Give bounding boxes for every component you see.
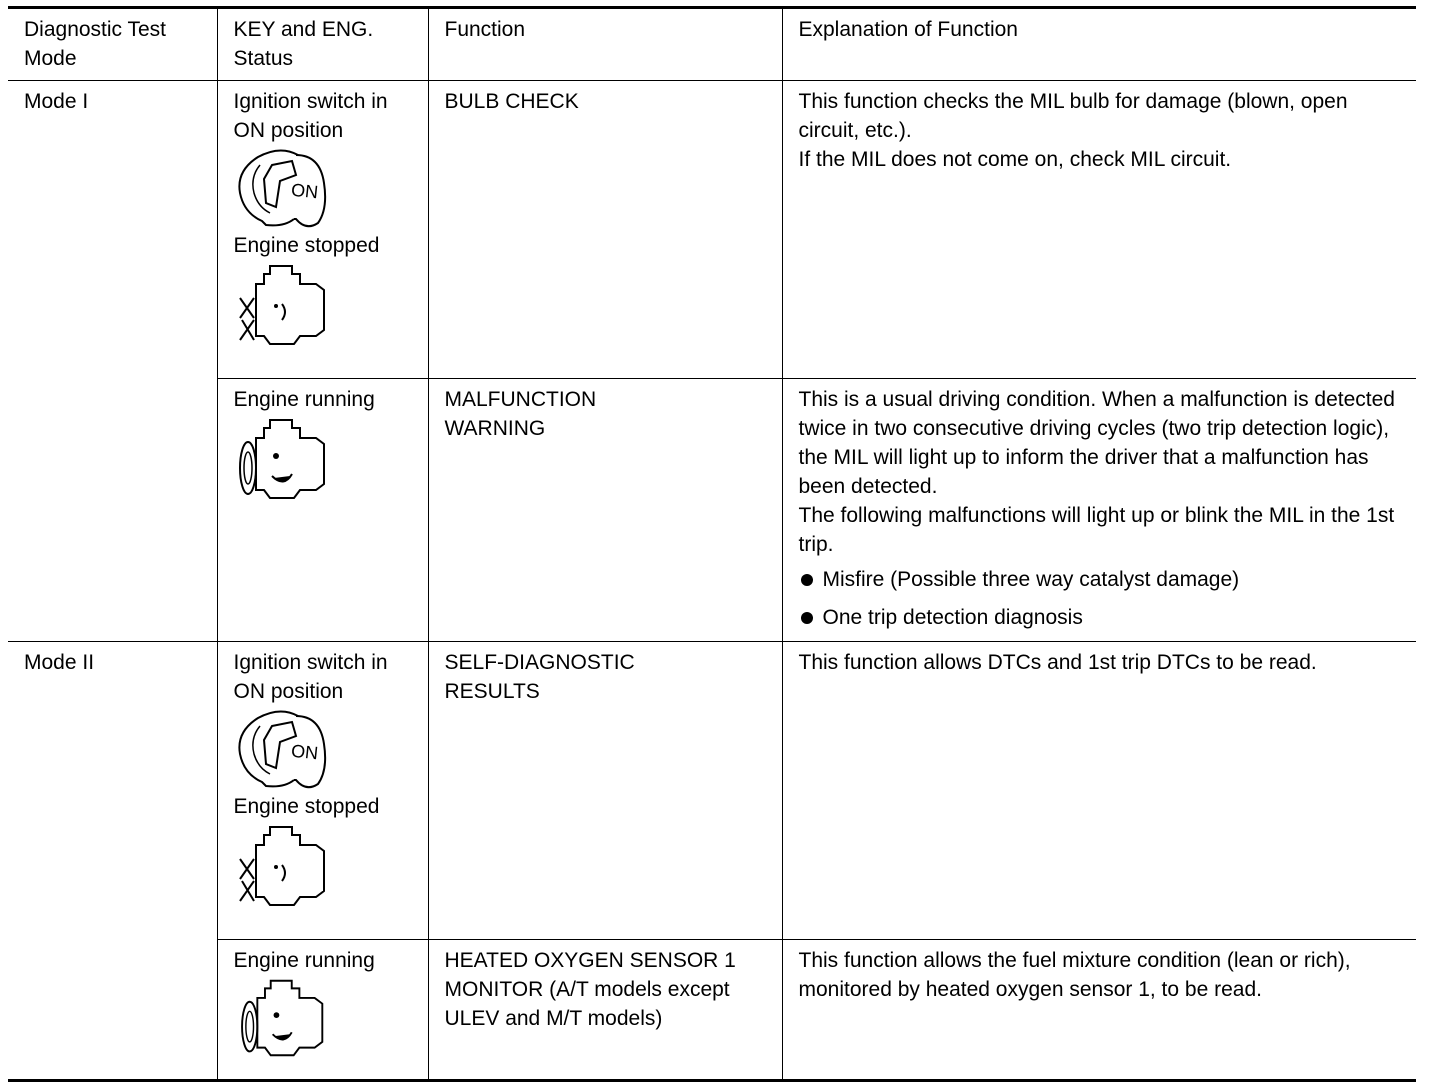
header-row	[8, 8, 1416, 81]
key-on-text: ON	[289, 740, 319, 764]
mode-cell	[8, 940, 217, 1081]
explanation-cell	[782, 642, 1416, 940]
engine-running-icon	[236, 414, 336, 504]
function-cell	[428, 940, 782, 1081]
explanation-text: This function allows DTCs and 1st trip DTCs to be read.	[798, 651, 1317, 674]
key-status-cell	[217, 81, 428, 379]
engine-running-icon	[236, 975, 336, 1061]
explanation-text: This function checks the MIL bulb for damage (blown, open circuit, etc.).	[798, 90, 1348, 142]
table-row	[8, 379, 1416, 642]
function-cell	[428, 81, 782, 379]
function-name: MALFUNCTION WARNING	[444, 388, 597, 440]
key-status-engine-running: Engine running	[233, 949, 375, 972]
key-status-engine-stopped: Engine stopped	[233, 234, 380, 257]
table-row	[8, 940, 1416, 1081]
key-on-text: ON	[289, 179, 319, 203]
explanation-text: If the MIL does not come on, check MIL circuit.	[798, 148, 1232, 171]
mode-label: Mode I	[24, 90, 89, 113]
function-name: SELF-DIAGNOSTIC RESULTS	[444, 651, 635, 703]
key-status-engine-stopped: Engine stopped	[233, 795, 380, 818]
key-status-engine-running: Engine running	[233, 388, 375, 411]
function-name: BULB CHECK	[444, 90, 579, 113]
list-item: One trip detection diagnosis	[799, 603, 1409, 632]
function-cell	[428, 379, 782, 642]
key-status-ignition: Ignition switch in ON position	[233, 90, 388, 142]
header-mode: Diagnostic Test Mode	[8, 8, 217, 81]
engine-stopped-icon	[236, 260, 336, 350]
explanation-cell	[782, 940, 1416, 1081]
explanation-cell	[782, 379, 1416, 642]
mode-cell	[8, 81, 217, 379]
malfunction-list	[799, 565, 1409, 632]
table-row	[8, 81, 1416, 379]
header-explanation: Explanation of Function	[782, 8, 1416, 81]
explanation-text: This is a usual driving condition. When a malfunction is detected twice in two consecutive driving cycles (two trip detection logic), the MIL will light up to inform the driver that a malfunction has been detected.	[798, 388, 1395, 498]
key-status-cell	[217, 940, 428, 1081]
key-status-cell	[217, 642, 428, 940]
engine-stopped-icon	[236, 821, 336, 911]
mode-cell	[8, 642, 217, 940]
header-function: Function	[428, 8, 782, 81]
explanation-text: This function allows the fuel mixture condition (lean or rich), monitored by heated oxygen sensor 1, to be read.	[798, 949, 1351, 1001]
key-status-ignition: Ignition switch in ON position	[233, 651, 388, 703]
function-name: HEATED OXYGEN SENSOR 1 MONITOR (A/T models except ULEV and M/T models)	[444, 949, 736, 1030]
ignition-key-on-icon	[236, 706, 336, 792]
list-item: Misfire (Possible three way catalyst damage)	[799, 565, 1409, 594]
diagnostic-mode-table	[8, 6, 1416, 1082]
explanation-cell	[782, 81, 1416, 379]
header-key-status: KEY and ENG. Status	[217, 8, 428, 81]
mode-cell	[8, 379, 217, 642]
table-row	[8, 642, 1416, 940]
explanation-text: The following malfunctions will light up or blink the MIL in the 1st trip.	[798, 504, 1395, 556]
ignition-key-on-icon	[236, 145, 336, 231]
key-status-cell	[217, 379, 428, 642]
mode-label: Mode II	[24, 651, 95, 674]
function-cell	[428, 642, 782, 940]
